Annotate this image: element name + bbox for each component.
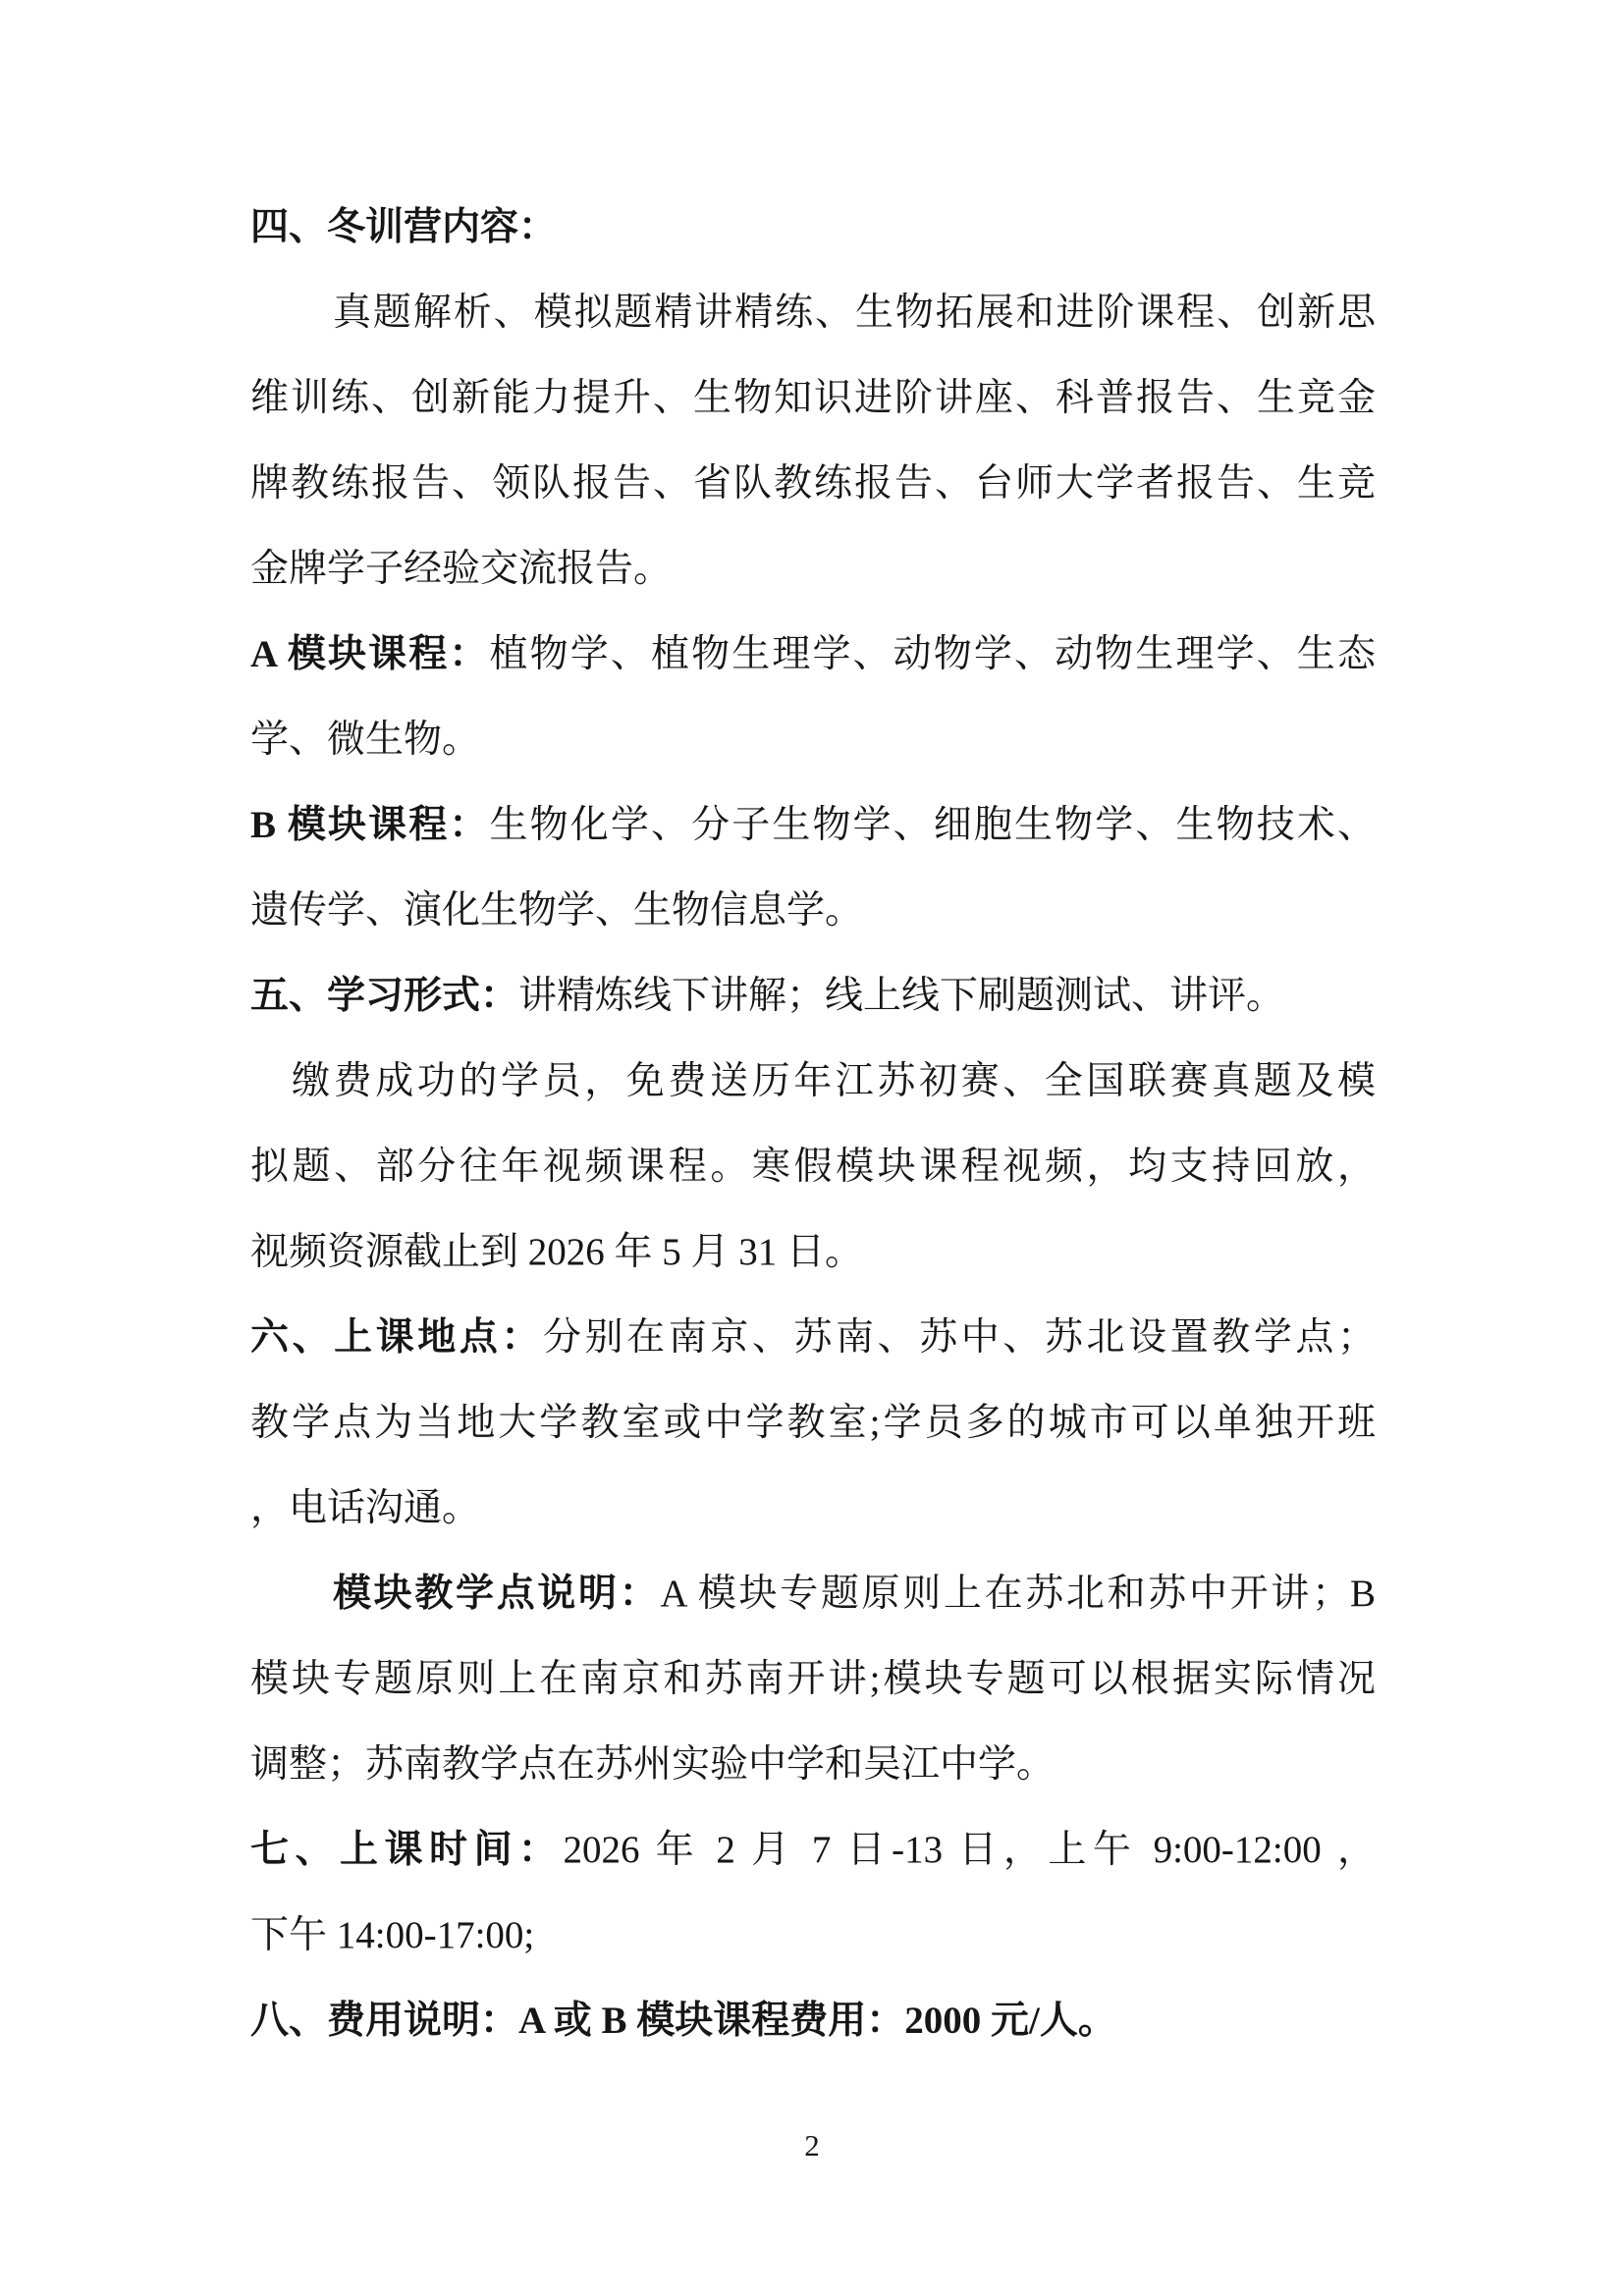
payment-bonus-line-3 <box>250 1209 1376 1295</box>
text-run: 调整；苏南教学点在苏州实验中学和吴江中学。 <box>250 1743 1056 1786</box>
text-run: 教学点为当地大学教室或中学教室;学员多的城市可以单独开班 <box>250 1402 1376 1444</box>
winter-camp-content-line-3 <box>250 441 1376 526</box>
winter-camp-content-line-1 <box>250 270 1376 355</box>
text-run: 视频资源截止到 2026 年 5 月 31 日。 <box>250 1231 864 1273</box>
text-run: 维训练、创新能力提升、生物知识进阶讲座、科普报告、生竞金 <box>250 377 1376 419</box>
module-teaching-point-note-line-2 <box>250 1636 1376 1722</box>
winter-camp-content-line-2 <box>250 355 1376 441</box>
text-run: 模块专题原则上在南京和苏南开讲;模块专题可以根据实际情况 <box>250 1658 1376 1700</box>
text-run: 分别在南京、苏南、苏中、苏北设置教学点； <box>543 1316 1376 1359</box>
class-location-line-2 <box>250 1380 1376 1466</box>
text-run: 遗传学、演化生物学、生物信息学。 <box>250 889 864 932</box>
text-run: 下午 14:00-17:00; <box>250 1914 535 1956</box>
text-run: A 模块专题原则上在苏北和苏中开讲；B <box>660 1573 1376 1615</box>
text-run: 缴费成功的学员，免费送历年江苏初赛、全国联赛真题及模 <box>292 1060 1376 1102</box>
page-number: 2 <box>804 2128 820 2163</box>
class-location-line-3 <box>250 1466 1376 1551</box>
payment-bonus-line-1 <box>250 1039 1376 1124</box>
bold-text-run: 八、费用说明：A 或 B 模块课程费用：2000 元/人。 <box>250 2000 1116 2042</box>
module-teaching-point-note-line-3 <box>250 1722 1376 1807</box>
module-teaching-point-note-line-1 <box>250 1551 1376 1636</box>
bold-text-run: B 模块课程： <box>250 804 490 846</box>
heading-7-class-time-line-1 <box>250 1807 1376 1893</box>
bold-text-run: 七、上课时间： <box>250 1829 564 1871</box>
text-run: 讲精炼线下讲解；线上线下刷题测试、讲评。 <box>518 975 1285 1017</box>
module-b-courses-line-2 <box>250 868 1376 953</box>
class-time-line-2 <box>250 1893 1376 1978</box>
module-b-courses-line-1 <box>250 782 1376 868</box>
heading-5-learning-format <box>250 953 1376 1039</box>
bold-text-run: 四、冬训营内容： <box>250 206 558 248</box>
heading-6-class-location-line-1 <box>250 1295 1376 1380</box>
heading-4-winter-camp-content <box>250 185 1376 270</box>
bold-text-run: 五、学习形式： <box>250 975 519 1017</box>
heading-8-fee-description <box>250 1978 1376 2063</box>
bold-text-run: A 模块课程： <box>250 633 490 675</box>
text-run: 牌教练报告、领队报告、省队教练报告、台师大学者报告、生竞 <box>250 462 1376 505</box>
bold-text-run: 模块教学点说明： <box>333 1573 661 1615</box>
bold-text-run: 六、上课地点： <box>250 1316 544 1359</box>
text-run: 学、微生物。 <box>250 719 481 761</box>
text-run: 金牌学子经验交流报告。 <box>250 548 673 590</box>
text-block <box>250 185 1376 2063</box>
text-run: 生物化学、分子生物学、细胞生物学、生物技术、 <box>489 804 1376 846</box>
text-run: 真题解析、模拟题精讲精练、生物拓展和进阶课程、创新思 <box>333 292 1376 334</box>
text-run: ，电话沟通。 <box>250 1487 481 1529</box>
text-run: 2026 年 2 月 7 日-13 日，上午 9:00-12:00 ， <box>563 1829 1376 1871</box>
text-run: 拟题、部分往年视频课程。寒假模块课程视频，均支持回放， <box>250 1146 1376 1188</box>
text-run: 植物学、植物生理学、动物学、动物生理学、生态 <box>489 633 1376 675</box>
module-a-courses-line-2 <box>250 697 1376 782</box>
module-a-courses-line-1 <box>250 612 1376 697</box>
winter-camp-content-line-4 <box>250 526 1376 612</box>
payment-bonus-line-2 <box>250 1124 1376 1209</box>
